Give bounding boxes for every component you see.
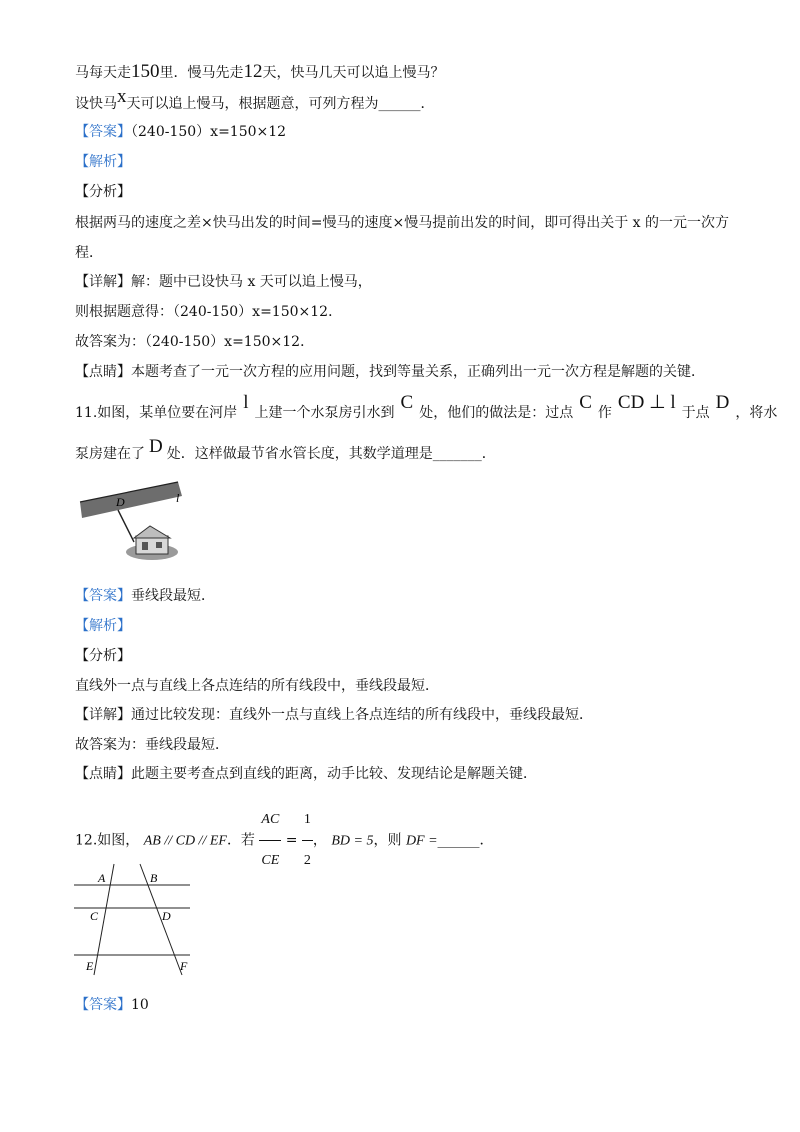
analysis-tag: 【解析】	[75, 618, 131, 634]
answer-tag: 【答案】	[75, 997, 131, 1013]
figure-label-l: l	[176, 491, 180, 505]
text: 作	[597, 405, 612, 421]
text: ，则	[373, 832, 402, 849]
fraction-denominator: CE	[261, 853, 280, 868]
perpendicular-expression: CD ⊥ l	[617, 392, 676, 413]
detail-text: 通过比较发现：直线外一点与直线上各点连结的所有线段中，垂线段最短．	[131, 707, 593, 723]
fraction-denominator: 2	[303, 853, 311, 868]
half-fraction	[302, 800, 313, 881]
q12-answer	[75, 995, 149, 1015]
variable-x: x	[117, 86, 127, 107]
q10-step1: 则根据题意得：（240-150）x=150×12．	[75, 304, 343, 320]
q11-line2	[75, 436, 496, 464]
text: 上建一个水泵房引水到	[254, 405, 395, 421]
bd-expression: BD = 5	[331, 833, 374, 849]
text: ，将水	[735, 405, 778, 421]
perpendicular-pipe	[118, 510, 134, 542]
ratio-fraction	[259, 800, 281, 881]
river-pump-figure	[78, 480, 188, 562]
comment-text: 此题主要考查点到直线的距离，动手比较、发现结论是解题关键．	[131, 766, 537, 782]
answer-tag: 【答案】	[75, 588, 131, 604]
text: 天，快马几天可以追上慢马？	[262, 65, 445, 81]
answer-text: 10	[131, 997, 149, 1013]
label-a: A	[98, 871, 106, 885]
fraction-numerator: AC	[259, 800, 281, 841]
q10-analysis-tag	[75, 152, 131, 172]
figure-label-d: D	[116, 495, 125, 509]
number-12: 12	[243, 61, 263, 82]
q10-fenxi-2: 程．	[75, 245, 103, 261]
comment-tag: 【点睛】	[75, 766, 131, 782]
text: 12.如图，	[75, 832, 140, 849]
river-bank-shape	[80, 482, 182, 518]
label-f: F	[180, 959, 188, 973]
label-c: C	[90, 909, 99, 923]
text: 天可以追上慢马，根据题意，可列方程为______．	[126, 96, 435, 112]
text: ．若	[226, 832, 255, 849]
detail-tag: 【详解】	[75, 274, 131, 290]
answer-blank: ______．	[437, 832, 494, 849]
df-expression: DF =	[405, 833, 438, 849]
q11-fenxi-tag	[75, 646, 131, 666]
text: 处．这样做最节省水管长度，其数学道理是_______．	[166, 446, 496, 462]
q10-detail	[75, 272, 372, 292]
text: 设快马	[75, 96, 117, 112]
q11-line1	[75, 392, 778, 423]
q10-fenxi-1: 根据两马的速度之差×快马出发的时间=慢马的速度×慢马提前出发的时间，即可得出关于 x 的一元一次方	[75, 215, 729, 231]
q10-step2: 故答案为：（240-150）x=150×12．	[75, 334, 315, 350]
text: 11.如图，某单位要在河岸	[75, 405, 238, 421]
q11-step: 故答案为：垂线段最短．	[75, 737, 229, 753]
equals-sign: =	[285, 832, 298, 849]
variable-c: C	[400, 392, 414, 413]
variable-d: D	[715, 392, 730, 413]
text: 处，他们的做法是：过点	[419, 405, 574, 421]
q10-comment	[75, 362, 705, 382]
fraction-numerator: 1	[302, 800, 313, 841]
answer-text: 垂线段最短．	[131, 588, 215, 604]
variable-d: D	[149, 436, 163, 457]
text: 于点	[681, 405, 710, 421]
number-150: 150	[131, 61, 160, 82]
text: 泵房建在了	[75, 446, 145, 462]
transversal-bdf	[140, 864, 182, 975]
q10-line2	[75, 86, 435, 114]
fenxi-tag: 【分析】	[75, 184, 131, 200]
parallel-expression: AB // CD // EF	[143, 833, 227, 849]
q11-comment	[75, 764, 537, 784]
q11-detail	[75, 705, 593, 725]
q11-answer	[75, 586, 215, 606]
q10-answer	[75, 122, 286, 142]
parallel-lines-figure	[70, 860, 210, 980]
answer-tag: 【答案】	[75, 124, 131, 140]
q10-line1	[75, 62, 445, 83]
answer-text: （240-150）x=150×12	[131, 124, 287, 140]
variable-l: l	[243, 392, 249, 413]
q10-fenxi-tag	[75, 182, 131, 202]
pump-house-icon	[126, 526, 178, 560]
text: 马每天走	[75, 65, 131, 81]
text: 里．慢马先走	[159, 65, 244, 81]
label-b: B	[150, 871, 158, 885]
detail-tag: 【详解】	[75, 707, 131, 723]
q11-fenxi: 直线外一点与直线上各点连结的所有线段中，垂线段最短．	[75, 678, 439, 694]
text: ，	[312, 832, 327, 849]
analysis-tag: 【解析】	[75, 154, 131, 170]
label-d: D	[162, 909, 171, 923]
detail-text: 解：题中已设快马 x 天可以追上慢马，	[131, 274, 372, 290]
comment-tag: 【点睛】	[75, 364, 131, 380]
comment-text: 本题考查了一元一次方程的应用问题，找到等量关系，正确列出一元一次方程是解题的关键．	[131, 364, 705, 380]
fenxi-tag: 【分析】	[75, 648, 131, 664]
label-e: E	[86, 959, 94, 973]
variable-c: C	[579, 392, 592, 413]
q11-analysis-tag	[75, 616, 131, 636]
